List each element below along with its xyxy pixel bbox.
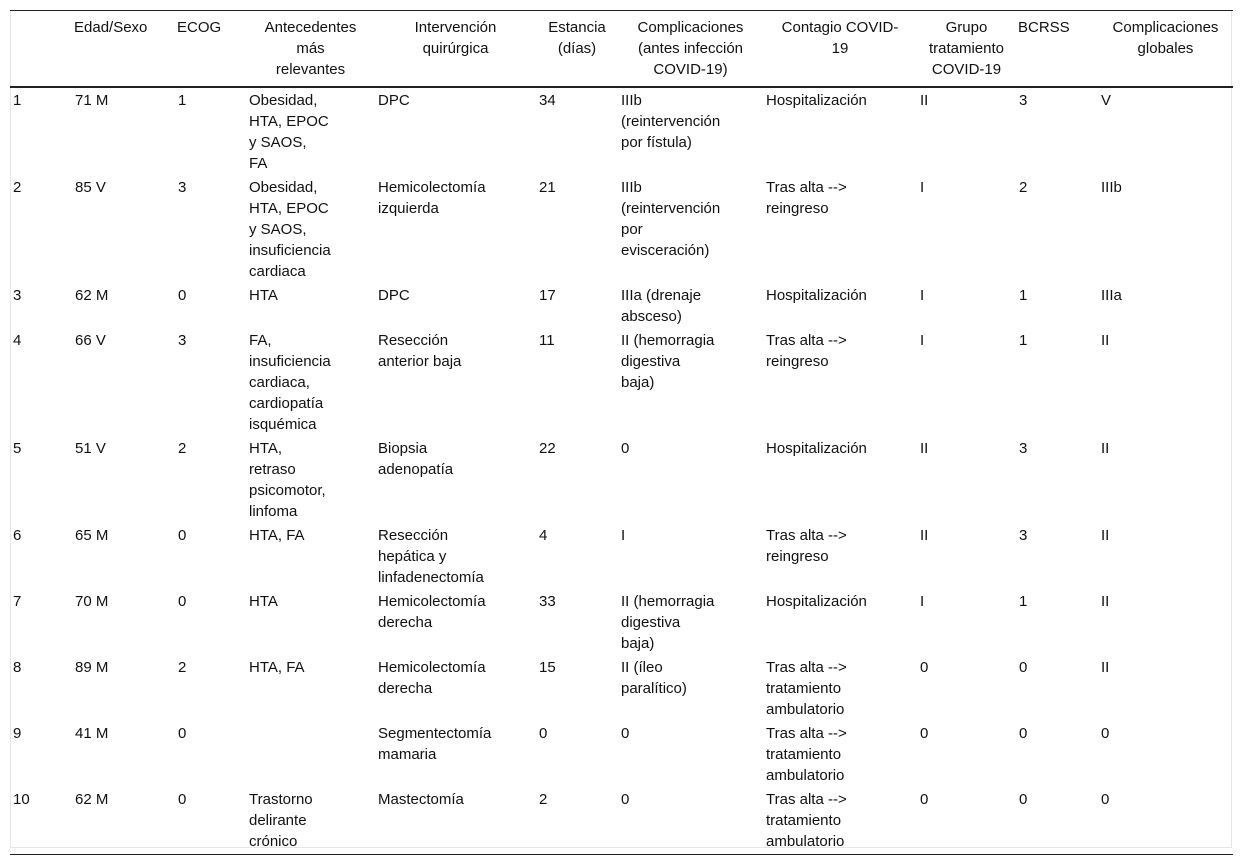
table-cell: Obesidad, HTA, EPOC y SAOS, FA: [249, 92, 329, 172]
table-row: [10, 284, 1233, 329]
header-complicaciones-previas: Complicaciones (antes infección COVID-19): [637, 19, 744, 78]
table-cell: Tras alta --> tratamiento ambulatorio: [766, 659, 847, 718]
table-cell: II: [1101, 593, 1110, 610]
table-cell: II: [1101, 527, 1110, 544]
header-antecedentes: Antecedentes más relevantes: [264, 19, 357, 78]
table-cell: 0: [539, 725, 548, 742]
table-cell: 62 M: [75, 791, 109, 808]
table-cell: 6: [13, 527, 22, 544]
table-cell: Hospitalización: [766, 92, 867, 109]
table-cell: I: [920, 332, 925, 349]
table-cell: Hospitalización: [766, 287, 867, 304]
table-cell: II: [920, 92, 929, 109]
header-edad-sexo: Edad/Sexo: [74, 19, 148, 36]
header-index: [10, 11, 72, 88]
table-cell: II: [1101, 332, 1110, 349]
header-grupo-tratamiento: Grupo tratamiento COVID-19: [928, 19, 1005, 78]
table-cell: Mastectomía: [378, 791, 464, 808]
table-row: [10, 87, 1233, 176]
table-cell: 62 M: [75, 287, 109, 304]
table-cell: IIIa (drenaje absceso): [621, 287, 702, 325]
table-cell: IIIb (reintervención por evisceración): [621, 179, 721, 259]
table-cell: Tras alta --> tratamiento ambulatorio: [766, 725, 847, 784]
table-cell: 1: [178, 92, 187, 109]
table-cell: 3: [1019, 527, 1028, 544]
table-cell: Hospitalización: [766, 593, 867, 610]
table-cell: I: [621, 527, 626, 544]
table-cell: 65 M: [75, 527, 109, 544]
table-cell: Segmentectomía mamaria: [378, 725, 492, 763]
table-cell: 0: [1101, 791, 1110, 808]
table-cell: DPC: [378, 287, 410, 304]
table-row: [10, 437, 1233, 524]
table-cell: Obesidad, HTA, EPOC y SAOS, insuficiencia cardiaca: [249, 179, 331, 280]
patients-table: [10, 10, 1233, 855]
table-cell: 0: [621, 791, 630, 808]
header-estancia: Estancia (días): [548, 19, 606, 57]
table-cell: 1: [1019, 593, 1028, 610]
table-cell: II: [920, 440, 929, 457]
table-cell: 4: [539, 527, 548, 544]
table-cell: 0: [178, 725, 187, 742]
table-cell: 51 V: [75, 440, 106, 457]
table-cell: IIIb (reintervención por fístula): [621, 92, 721, 151]
table-cell: 41 M: [75, 725, 109, 742]
table-cell: II: [1101, 659, 1110, 676]
table-row: [10, 176, 1233, 284]
table-cell: 10: [13, 791, 30, 808]
table-row: [10, 656, 1233, 722]
table-cell: IIIa: [1101, 287, 1122, 304]
table-cell: 0: [1101, 725, 1110, 742]
table-row: [10, 722, 1233, 788]
table-cell: 21: [539, 179, 556, 196]
table-cell: 2: [13, 179, 22, 196]
table-cell: 70 M: [75, 593, 109, 610]
header-contagio: Contagio COVID- 19: [781, 19, 899, 57]
table-cell: 71 M: [75, 92, 109, 109]
table-cell: II: [1101, 440, 1110, 457]
table-row: [10, 590, 1233, 656]
table-cell: 0: [1019, 791, 1028, 808]
table-body: [10, 87, 1233, 855]
table-cell: 34: [539, 92, 556, 109]
table-cell: 0: [920, 725, 929, 742]
table-cell: HTA, FA: [249, 659, 305, 676]
table-cell: Hemicolectomía izquierda: [378, 179, 486, 217]
header-ecog: ECOG: [177, 19, 222, 36]
table-header-row: [10, 11, 1233, 88]
table-cell: Tras alta --> reingreso: [766, 179, 847, 217]
table-cell: Tras alta --> reingreso: [766, 332, 847, 370]
table-cell: [246, 722, 375, 788]
table-cell: 33: [539, 593, 556, 610]
table-cell: 85 V: [75, 179, 106, 196]
table-cell: 3: [178, 332, 187, 349]
table-cell: 0: [1019, 725, 1028, 742]
table-cell: I: [920, 593, 925, 610]
table-cell: Tras alta --> tratamiento ambulatorio: [766, 791, 847, 850]
header-bcrss: BCRSS: [1018, 19, 1070, 36]
header-intervencion: Intervención quirúrgica: [414, 19, 497, 57]
table-cell: 0: [920, 659, 929, 676]
table-cell: 17: [539, 287, 556, 304]
table-cell: 5: [13, 440, 22, 457]
table-cell: Biopsia adenopatía: [378, 440, 454, 478]
table-row: [10, 329, 1233, 437]
table-cell: FA, insuficiencia cardiaca, cardiopatía isquémica: [249, 332, 331, 433]
table-cell: 1: [13, 92, 22, 109]
table-cell: 2: [178, 659, 187, 676]
table-cell: HTA: [249, 287, 278, 304]
table-cell: 8: [13, 659, 22, 676]
table-cell: 1: [1019, 287, 1028, 304]
table-cell: 0: [178, 791, 187, 808]
table-cell: 66 V: [75, 332, 106, 349]
table-cell: 2: [539, 791, 548, 808]
table-cell: HTA, FA: [249, 527, 305, 544]
table-cell: HTA, retraso psicomotor, linfoma: [249, 440, 326, 520]
table-cell: 2: [1019, 179, 1028, 196]
table-cell: 0: [920, 791, 929, 808]
table-cell: 22: [539, 440, 556, 457]
table-cell: 0: [621, 725, 630, 742]
table-cell: II (hemorragia digestiva baja): [621, 332, 715, 391]
table-cell: Resección hepática y linfadenectomía: [378, 527, 484, 586]
table-cell: 4: [13, 332, 22, 349]
table-cell: 89 M: [75, 659, 109, 676]
table-cell: IIIb: [1101, 179, 1122, 196]
table-cell: 1: [1019, 332, 1028, 349]
table-cell: Hemicolectomía derecha: [378, 593, 486, 631]
table-cell: 11: [539, 332, 555, 349]
table-cell: I: [920, 287, 925, 304]
table-cell: I: [920, 179, 925, 196]
header-complicaciones-globales: Complicaciones globales: [1112, 19, 1219, 57]
table-cell: 3: [13, 287, 22, 304]
table-cell: Resección anterior baja: [378, 332, 462, 370]
table-row: [10, 524, 1233, 590]
table-row: [10, 788, 1233, 855]
table-cell: 2: [178, 440, 187, 457]
table-cell: 7: [13, 593, 22, 610]
table-cell: 0: [178, 527, 187, 544]
table-cell: Hospitalización: [766, 440, 867, 457]
table-cell: II: [920, 527, 929, 544]
table-cell: V: [1101, 92, 1112, 109]
table-cell: II (hemorragia digestiva baja): [621, 593, 715, 652]
table-cell: HTA: [249, 593, 278, 610]
table-cell: 3: [178, 179, 187, 196]
table-cell: 0: [178, 287, 187, 304]
table-cell: 0: [178, 593, 187, 610]
table-cell: 0: [1019, 659, 1028, 676]
table-cell: 3: [1019, 440, 1028, 457]
table-cell: DPC: [378, 92, 410, 109]
table-cell: II (íleo paralítico): [621, 659, 687, 697]
table-cell: Trastorno delirante crónico: [249, 791, 313, 850]
table-cell: Tras alta --> reingreso: [766, 527, 847, 565]
table-cell: 3: [1019, 92, 1028, 109]
table-cell: 15: [539, 659, 556, 676]
table-cell: 0: [621, 440, 630, 457]
table-cell: 9: [13, 725, 22, 742]
table-cell: Hemicolectomía derecha: [378, 659, 486, 697]
